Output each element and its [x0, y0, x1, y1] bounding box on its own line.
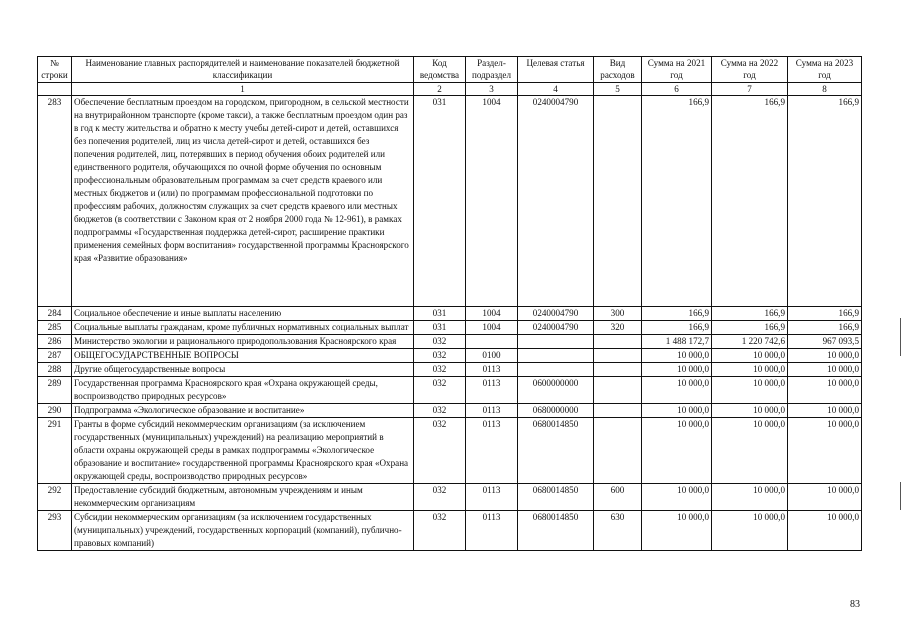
- row-expense-type: [594, 363, 642, 377]
- row-department-code: 032: [414, 335, 466, 349]
- col-header-department-code: Код ведомства: [414, 57, 466, 83]
- row-name: Обеспечение бесплатным проездом на городском, пригородном, в сельской местности на внутрирайонном транспорте (кроме такси), а также бесплатным проездом один раз в год к месту жительства и обратно к месту учебы детей-сирот и детей, оставшихся без попечения родителей, лиц из числа детей-сирот и детей, оставшихся без попечения родителей, лиц, потерявших в период обучения обоих родителей или единственного родителя, обучающихся по очной форме обучения по основным профессиональным образовательным программам за счет средств краевого или местных бюджетов и (или) по программам профессиональной подготовки по профессиям рабочих, должностям служащих за счет средств краевого или местных бюджетов (в соответствии с Законом края от 2 ноября 2000 года № 12-961), в рамках подпрограммы «Государственная поддержка детей-сирот, расширение практики применения семейных форм воспитания» государственной программы Красноярского края «Развитие образования»: [72, 96, 414, 307]
- col-number-7: 7: [712, 83, 788, 96]
- row-sum-2022: 10 000,0: [712, 363, 788, 377]
- row-name: Государственная программа Красноярского края «Охрана окружающей среды, воспроизводство природных ресурсов»: [72, 377, 414, 404]
- row-sum-2022: 10 000,0: [712, 349, 788, 363]
- table-row: [38, 335, 862, 349]
- col-number-0: [38, 83, 72, 96]
- table-row: [38, 349, 862, 363]
- row-department-code: 031: [414, 321, 466, 335]
- row-sum-2021: 166,9: [642, 96, 712, 307]
- row-sum-2022: 10 000,0: [712, 484, 788, 511]
- row-sum-2023: 967 093,5: [788, 335, 862, 349]
- row-sum-2023: 10 000,0: [788, 418, 862, 484]
- row-target-item: 0240004790: [518, 321, 594, 335]
- row-department-code: 032: [414, 484, 466, 511]
- row-number: 287: [38, 349, 72, 363]
- row-sum-2022: 1 220 742,6: [712, 335, 788, 349]
- row-name: Социальное обеспечение и иные выплаты населению: [72, 307, 414, 321]
- row-expense-type: [594, 418, 642, 484]
- budget-table-page: [37, 56, 861, 551]
- row-number: 283: [38, 96, 72, 307]
- table-row: [38, 484, 862, 511]
- row-target-item: 0600000000: [518, 377, 594, 404]
- row-expense-type: 320: [594, 321, 642, 335]
- row-number: 292: [38, 484, 72, 511]
- row-sum-2021: 10 000,0: [642, 511, 712, 551]
- col-number-8: 8: [788, 83, 862, 96]
- table-row: [38, 511, 862, 551]
- row-department-code: 032: [414, 349, 466, 363]
- row-sum-2021: 1 488 172,7: [642, 335, 712, 349]
- row-expense-type: [594, 349, 642, 363]
- row-sum-2023: 10 000,0: [788, 484, 862, 511]
- col-header-target-item: Целевая статья: [518, 57, 594, 83]
- row-section: 0113: [466, 418, 518, 484]
- row-target-item: [518, 363, 594, 377]
- row-expense-type: 600: [594, 484, 642, 511]
- row-section: 0113: [466, 404, 518, 418]
- row-name: Гранты в форме субсидий некоммерческим организациям (за исключением государственных (муниципальных) учреждений) на реализацию мероприятий в области охраны окружающей среды в рамках подпрограммы «Экологическое образование и воспитание» государственной программы Красноярского края «Охрана окружающей среды, воспроизводство природных ресурсов»: [72, 418, 414, 484]
- row-sum-2021: 10 000,0: [642, 404, 712, 418]
- row-name: Социальные выплаты гражданам, кроме публичных нормативных социальных выплат: [72, 321, 414, 335]
- col-number-5: 5: [594, 83, 642, 96]
- row-expense-type: [594, 335, 642, 349]
- row-sum-2021: 166,9: [642, 321, 712, 335]
- row-name: Субсидии некоммерческим организациям (за исключением государственных (муниципальных) учреждений, государственных корпораций (компаний), публично-правовых компаний): [72, 511, 414, 551]
- table-row: [38, 363, 862, 377]
- scan-edge-mark: [900, 318, 901, 356]
- row-sum-2022: 166,9: [712, 96, 788, 307]
- row-name: ОБЩЕГОСУДАРСТВЕННЫЕ ВОПРОСЫ: [72, 349, 414, 363]
- table-row: [38, 96, 862, 307]
- row-sum-2022: 10 000,0: [712, 418, 788, 484]
- row-section: 1004: [466, 96, 518, 307]
- col-header-name: Наименование главных распорядителей и наименование показателей бюджетной классификации: [72, 57, 414, 83]
- row-sum-2021: 10 000,0: [642, 363, 712, 377]
- row-target-item: [518, 349, 594, 363]
- scan-edge-mark: [900, 482, 901, 510]
- row-number: 291: [38, 418, 72, 484]
- col-number-4: 4: [518, 83, 594, 96]
- row-department-code: 032: [414, 418, 466, 484]
- col-number-2: 2: [414, 83, 466, 96]
- row-target-item: 0240004790: [518, 96, 594, 307]
- row-sum-2023: 166,9: [788, 307, 862, 321]
- col-number-1: 1: [72, 83, 414, 96]
- row-target-item: 0240004790: [518, 307, 594, 321]
- row-sum-2023: 166,9: [788, 96, 862, 307]
- row-expense-type: [594, 96, 642, 307]
- col-number-6: 6: [642, 83, 712, 96]
- col-header-section: Раздел-подраздел: [466, 57, 518, 83]
- budget-table: [37, 56, 862, 551]
- row-sum-2022: 10 000,0: [712, 377, 788, 404]
- row-name: Другие общегосударственные вопросы: [72, 363, 414, 377]
- row-sum-2023: 166,9: [788, 321, 862, 335]
- row-department-code: 032: [414, 511, 466, 551]
- table-row: [38, 418, 862, 484]
- row-number: 290: [38, 404, 72, 418]
- row-number: 285: [38, 321, 72, 335]
- row-name: Предоставление субсидий бюджетным, автономным учреждениям и иным некоммерческим организациям: [72, 484, 414, 511]
- row-number: 293: [38, 511, 72, 551]
- col-header-sum-2022: Сумма на 2022 год: [712, 57, 788, 83]
- row-section: 0100: [466, 349, 518, 363]
- row-expense-type: 630: [594, 511, 642, 551]
- row-number: 288: [38, 363, 72, 377]
- row-expense-type: 300: [594, 307, 642, 321]
- row-sum-2022: 166,9: [712, 307, 788, 321]
- col-header-row-number: № строки: [38, 57, 72, 83]
- col-header-sum-2023: Сумма на 2023 год: [788, 57, 862, 83]
- row-sum-2021: 10 000,0: [642, 484, 712, 511]
- row-target-item: 0680014850: [518, 511, 594, 551]
- row-sum-2021: 10 000,0: [642, 349, 712, 363]
- row-name: Подпрограмма «Экологическое образование и воспитание»: [72, 404, 414, 418]
- row-sum-2022: 10 000,0: [712, 511, 788, 551]
- row-sum-2021: 10 000,0: [642, 377, 712, 404]
- row-target-item: 0680014850: [518, 484, 594, 511]
- row-expense-type: [594, 377, 642, 404]
- row-department-code: 032: [414, 377, 466, 404]
- col-header-expense-type: Вид расходов: [594, 57, 642, 83]
- row-sum-2021: 10 000,0: [642, 418, 712, 484]
- row-section: 1004: [466, 321, 518, 335]
- row-number: 286: [38, 335, 72, 349]
- col-header-sum-2021: Сумма на 2021 год: [642, 57, 712, 83]
- row-number: 289: [38, 377, 72, 404]
- page-number: 83: [850, 599, 860, 610]
- row-sum-2022: 166,9: [712, 321, 788, 335]
- row-sum-2021: 166,9: [642, 307, 712, 321]
- row-target-item: 0680014850: [518, 418, 594, 484]
- row-number: 284: [38, 307, 72, 321]
- table-row: [38, 307, 862, 321]
- row-department-code: 031: [414, 307, 466, 321]
- row-section: 0113: [466, 484, 518, 511]
- row-department-code: 031: [414, 96, 466, 307]
- row-sum-2023: 10 000,0: [788, 404, 862, 418]
- col-number-3: 3: [466, 83, 518, 96]
- table-row: [38, 404, 862, 418]
- table-row: [38, 321, 862, 335]
- row-sum-2022: 10 000,0: [712, 404, 788, 418]
- row-name: Министерство экологии и рационального природопользования Красноярского края: [72, 335, 414, 349]
- table-header: [38, 57, 862, 96]
- row-department-code: 032: [414, 404, 466, 418]
- table-row: [38, 377, 862, 404]
- row-section: 0113: [466, 377, 518, 404]
- row-section: 0113: [466, 363, 518, 377]
- row-sum-2023: 10 000,0: [788, 377, 862, 404]
- row-expense-type: [594, 404, 642, 418]
- row-target-item: 0680000000: [518, 404, 594, 418]
- row-section: 0113: [466, 511, 518, 551]
- row-target-item: [518, 335, 594, 349]
- row-department-code: 032: [414, 363, 466, 377]
- row-sum-2023: 10 000,0: [788, 349, 862, 363]
- row-sum-2023: 10 000,0: [788, 363, 862, 377]
- row-section: [466, 335, 518, 349]
- row-section: 1004: [466, 307, 518, 321]
- row-sum-2023: 10 000,0: [788, 511, 862, 551]
- table-body: [38, 96, 862, 551]
